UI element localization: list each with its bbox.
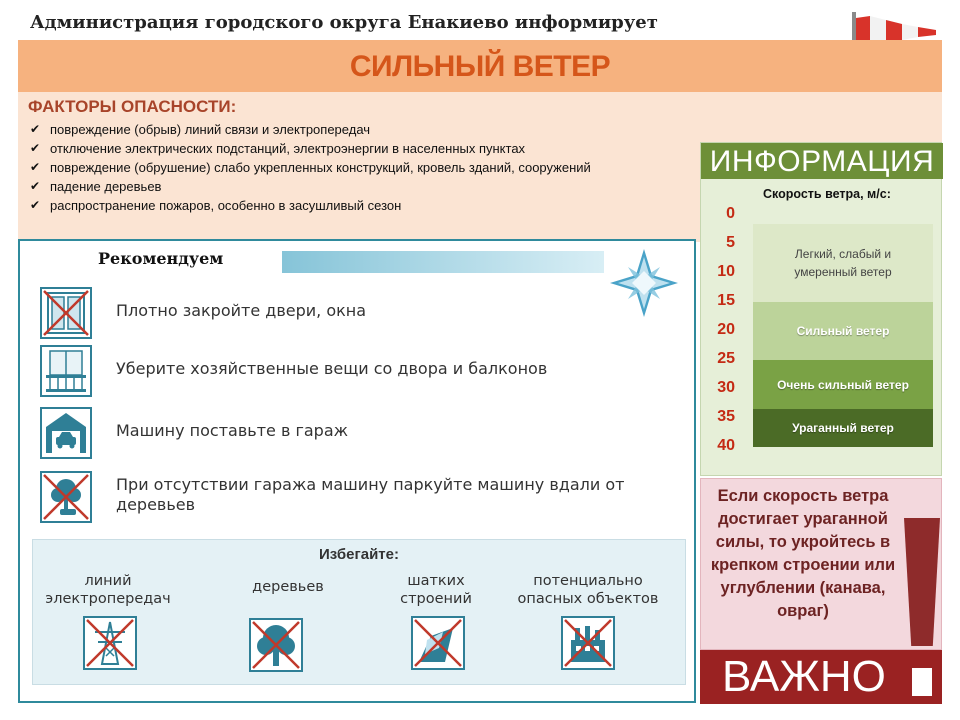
scale-tick-label: 20 xyxy=(717,321,735,338)
avoid-label: деревьев xyxy=(252,579,324,595)
title-banner xyxy=(18,40,942,92)
scale-tick-label: 25 xyxy=(717,350,735,367)
recommend-item xyxy=(40,345,670,399)
hazard-item: ✔ повреждение (обрыв) линий связи и электропередач xyxy=(28,120,608,139)
important-label: ВАЖНО xyxy=(722,652,886,701)
avoid-label: строений xyxy=(400,591,472,607)
scale-tick-label: 15 xyxy=(717,292,735,309)
hazard-list xyxy=(28,120,608,215)
warning-panel xyxy=(700,478,942,650)
avoid-label: электропередач xyxy=(45,591,171,607)
hazard-title-colon: : xyxy=(230,97,237,116)
recommend-title: Рекомендуем xyxy=(98,249,224,268)
recommend-text: При отсутствии гаража машину паркуйте машину вдали от деревьев xyxy=(116,475,625,514)
car-under-tree-crossed-icon xyxy=(40,471,92,523)
header-text: Администрация городского округа Енакиево информирует xyxy=(30,12,658,33)
hazard-item: ✔ отключение электрических подстанций, электроэнергии в населенных пунктах xyxy=(28,139,608,158)
recommend-text: Плотно закройте двери, окна xyxy=(116,301,367,320)
avoid-item xyxy=(503,572,673,608)
avoid-label: опасных объектов xyxy=(517,591,659,607)
factory-crossed-icon xyxy=(561,616,615,670)
wind-zone-band xyxy=(753,302,933,360)
warning-text: Если скорость ветра достигает ураганной силы, то укройтесь в крепком строении или углублении (канава, овраг) xyxy=(710,487,896,620)
info-header-text: ИНФОРМАЦИЯ xyxy=(709,145,935,178)
avoid-panel xyxy=(32,539,686,685)
hazard-title xyxy=(28,97,236,117)
hazard-item: ✔ повреждение (обрушение) слабо укрепленных конструкций, кровель зданий, сооружений xyxy=(28,158,608,177)
page-title: СИЛЬНЫЙ ВЕТЕР xyxy=(349,50,611,83)
avoid-item xyxy=(43,572,173,608)
avoid-label: шатких xyxy=(407,573,465,589)
avoid-item xyxy=(381,572,491,608)
scale-tick-label: 35 xyxy=(717,408,735,425)
tree-crossed-icon xyxy=(249,618,303,672)
avoid-title: Избегайте: xyxy=(319,546,399,563)
window-crossed-icon xyxy=(40,287,92,339)
avoid-label: линий xyxy=(84,573,132,589)
wind-zone-label: Ураганный ветер xyxy=(792,421,894,436)
wind-zone-band xyxy=(753,224,933,302)
recommend-item xyxy=(40,471,670,525)
hazard-title-text: ФАКТОРЫ ОПАСНОСТИ xyxy=(28,97,231,116)
important-banner xyxy=(700,650,942,704)
recommend-text: Машину поставьте в гараж xyxy=(116,421,349,440)
avoid-label: потенциально xyxy=(533,573,643,589)
scale-tick-label: 5 xyxy=(726,234,735,251)
wind-zone-band xyxy=(753,360,933,409)
wind-zone-label: Сильный ветер xyxy=(796,324,890,338)
shaky-building-crossed-icon xyxy=(411,616,465,670)
wind-zone-label: Очень сильный ветер xyxy=(777,377,909,392)
wind-zone-band xyxy=(753,409,933,447)
scale-tick-label: 0 xyxy=(726,205,735,222)
scale-tick-label: 30 xyxy=(717,379,735,396)
scale-tick-label: 40 xyxy=(717,437,735,454)
avoid-item xyxy=(233,572,343,596)
recommendations-panel xyxy=(18,239,696,703)
info-header xyxy=(701,143,943,179)
recommend-text: Уберите хозяйственные вещи со двора и балконов xyxy=(116,359,548,378)
balcony-icon xyxy=(40,345,92,397)
hazard-item: ✔ падение деревьев xyxy=(28,177,608,196)
power-line-crossed-icon xyxy=(83,616,137,670)
info-panel xyxy=(700,142,942,476)
hazard-item: ✔ распространение пожаров, особенно в засушливый сезон xyxy=(28,196,608,215)
wind-speed-title: Скорость ветра, м/с: xyxy=(763,187,891,201)
recommend-item xyxy=(40,407,670,461)
garage-car-icon xyxy=(40,407,92,459)
wind-zone-label: Легкий, слабый и умеренный ветер xyxy=(794,246,892,279)
title-accent-bar xyxy=(282,251,604,273)
exclamation-dot-icon xyxy=(912,668,932,696)
recommend-item xyxy=(40,287,670,341)
scale-tick-label: 10 xyxy=(717,263,735,280)
